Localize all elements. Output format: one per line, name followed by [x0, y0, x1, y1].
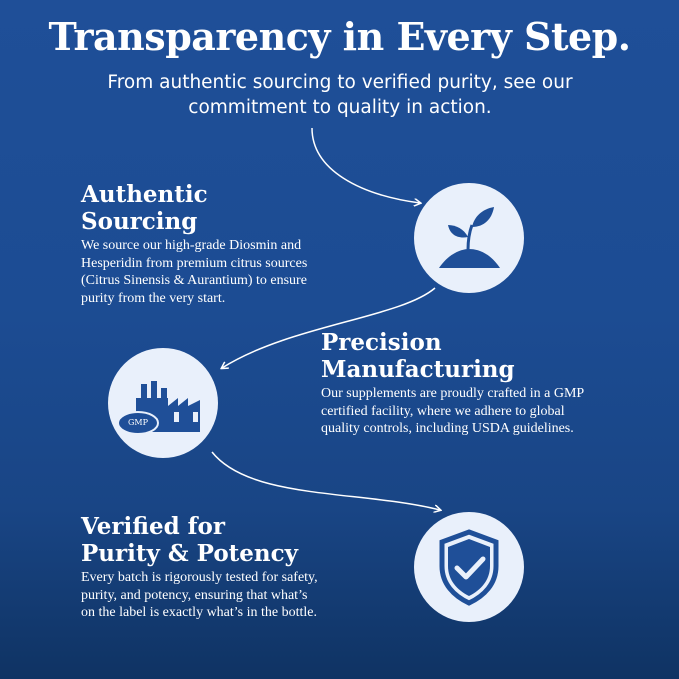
- step-sourcing-heading: Authentic Sourcing: [81, 181, 208, 235]
- shield-check-icon: [414, 512, 524, 622]
- step-verification-heading: Verified for Purity & Potency: [81, 513, 299, 567]
- step-verification-description: Every batch is rigorously tested for safety, purity, and potency, ensuring that what’s on the label is exactly what’s in the bottle.: [81, 570, 318, 620]
- step-verification: [81, 513, 381, 622]
- factory-icon: [108, 348, 218, 458]
- step-manufacturing: [321, 329, 621, 438]
- verification-icon-circle: [414, 512, 524, 622]
- page-title: Transparency in Every Step.: [48, 14, 631, 59]
- step-sourcing-description: We source our high-grade Diosmin and Hesperidin from premium citrus sources (Citrus Sinensis & Aurantium) to ensure purity from the very start.: [81, 238, 308, 306]
- step-manufacturing-heading: Precision Manufacturing: [321, 329, 515, 383]
- step-manufacturing-description: Our supplements are proudly crafted in a GMP certified facility, where we adhere to global quality controls, including USDA guidelines.: [321, 386, 584, 436]
- manufacturing-icon-circle: [108, 348, 218, 458]
- gmp-badge-text: GMP: [128, 418, 148, 427]
- page-subtitle: From authentic sourcing to verified purity, see our commitment to quality in action.: [107, 72, 573, 118]
- step-sourcing: [81, 181, 351, 307]
- sprout-icon: [414, 183, 524, 293]
- sourcing-icon-circle: [414, 183, 524, 293]
- arrow-verification: [212, 452, 440, 510]
